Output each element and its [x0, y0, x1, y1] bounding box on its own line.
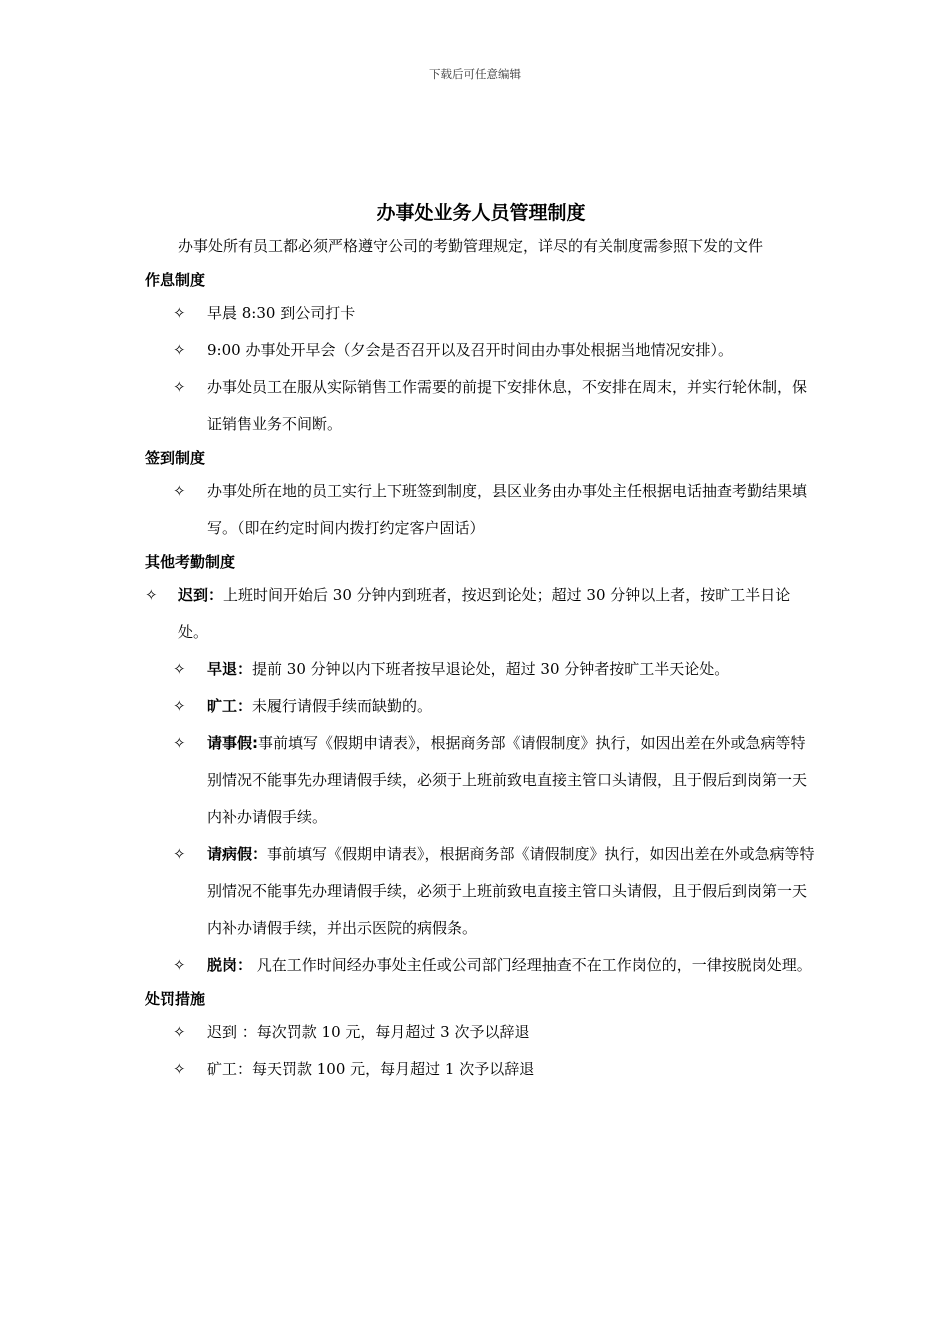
list-item-separator: ： — [252, 845, 268, 863]
list-item-text: 事前填写《假期申请表》，根据商务部《请假制度》执行，如因出差在外或急病等特别情况不能事先办理请假手续，必须于上班前致电直接主管口头请假，且于假后到岗第一天内补办请假手续，并出示医院的病假条。 — [207, 845, 815, 937]
document-title: 办事处业务人员管理制度 — [376, 202, 586, 224]
list-item-label: 迟到 — [178, 586, 209, 604]
list-item-text: 早晨 8:30 到公司打卡 — [207, 304, 356, 322]
list-item-text: 上班时间开始后 30 分钟内到班者，按迟到论处；超过 30 分钟以上者，按旷工半日论处。 — [178, 586, 791, 641]
diamond-bullet-icon: ✧ — [173, 378, 186, 396]
list-item — [145, 369, 817, 443]
list-item-separator: ： — [208, 586, 224, 604]
list-item-text: 未履行请假手续而缺勤的。 — [252, 697, 433, 715]
diamond-bullet-icon: ✧ — [173, 482, 186, 500]
list-item-separator: ： — [237, 697, 253, 715]
list-item-text: 9:00 办事处开早会（夕会是否召开以及召开时间由办事处根据当地情况安排）。 — [207, 341, 733, 359]
section-heading-penalties: 处罚措施 — [145, 990, 206, 1008]
list-item-text: 迟到 ：每次罚款 10 元，每月超过 3 次予以辞退 — [207, 1023, 530, 1041]
list-item — [145, 1051, 817, 1088]
diamond-bullet-icon: ✧ — [173, 304, 186, 322]
list-item — [145, 688, 817, 725]
list-item — [145, 947, 817, 984]
list-item-label: 请病假 — [207, 845, 253, 863]
list-item — [145, 1014, 817, 1051]
section-heading-other-attendance: 其他考勤制度 — [145, 553, 236, 571]
list-item-text: 事前填写《假期申请表》，根据商务部《请假制度》执行，如因出差在外或急病等特别情况不能事先办理请假手续，必须于上班前致电直接主管口头请假，且于假后到岗第一天内补办请假手续。 — [207, 734, 808, 826]
diamond-bullet-icon: ✧ — [173, 660, 186, 678]
diamond-bullet-icon: ✧ — [173, 1023, 186, 1041]
list-item-label: 早退 — [207, 660, 238, 678]
diamond-bullet-icon: ✧ — [145, 586, 158, 604]
diamond-bullet-icon: ✧ — [173, 697, 186, 715]
list-item — [145, 295, 817, 332]
list-item-label: 脱岗 — [207, 956, 238, 974]
section-heading-sign-in: 签到制度 — [145, 449, 206, 467]
intro-paragraph: 办事处所有员工都必须严格遵守公司的考勤管理规定，详尽的有关制度需参照下发的文件 — [178, 237, 764, 255]
diamond-bullet-icon: ✧ — [173, 1060, 186, 1078]
list-item — [145, 651, 817, 688]
section-heading-work-hours: 作息制度 — [145, 271, 206, 289]
list-item — [145, 836, 817, 947]
list-item-label: 旷工 — [207, 697, 238, 715]
list-item — [145, 725, 817, 836]
list-item-text: 提前 30 分钟以内下班者按早退论处，超过 30 分钟者按旷工半天论处。 — [252, 660, 730, 678]
diamond-bullet-icon: ✧ — [173, 734, 186, 752]
list-item-text: 办事处所在地的员工实行上下班签到制度，县区业务由办事处主任根据电话抽查考勤结果填写。（即在约定时间内拨打约定客户固话） — [207, 482, 808, 537]
diamond-bullet-icon: ✧ — [173, 341, 186, 359]
diamond-bullet-icon: ✧ — [173, 845, 186, 863]
header-note: 下载后可任意编辑 — [429, 67, 521, 81]
list-item-text: 办事处员工在服从实际销售工作需要的前提下安排休息，不安排在周末，并实行轮休制，保证销售业务不间断。 — [207, 378, 808, 433]
list-item-separator: ： — [237, 956, 253, 974]
list-item-separator: ： — [237, 660, 253, 678]
document-body — [145, 198, 817, 1088]
list-item — [145, 473, 817, 547]
list-item-label: 请事假: — [207, 734, 258, 752]
diamond-bullet-icon: ✧ — [173, 956, 186, 974]
list-item — [145, 577, 817, 651]
list-item-text: 矿工：每天罚款 100 元，每月超过 1 次予以辞退 — [207, 1060, 535, 1078]
list-item — [145, 332, 817, 369]
list-item-text: 凡在工作时间经办事处主任或公司部门经理抽查不在工作岗位的，一律按脱岗处理。 — [252, 956, 812, 974]
